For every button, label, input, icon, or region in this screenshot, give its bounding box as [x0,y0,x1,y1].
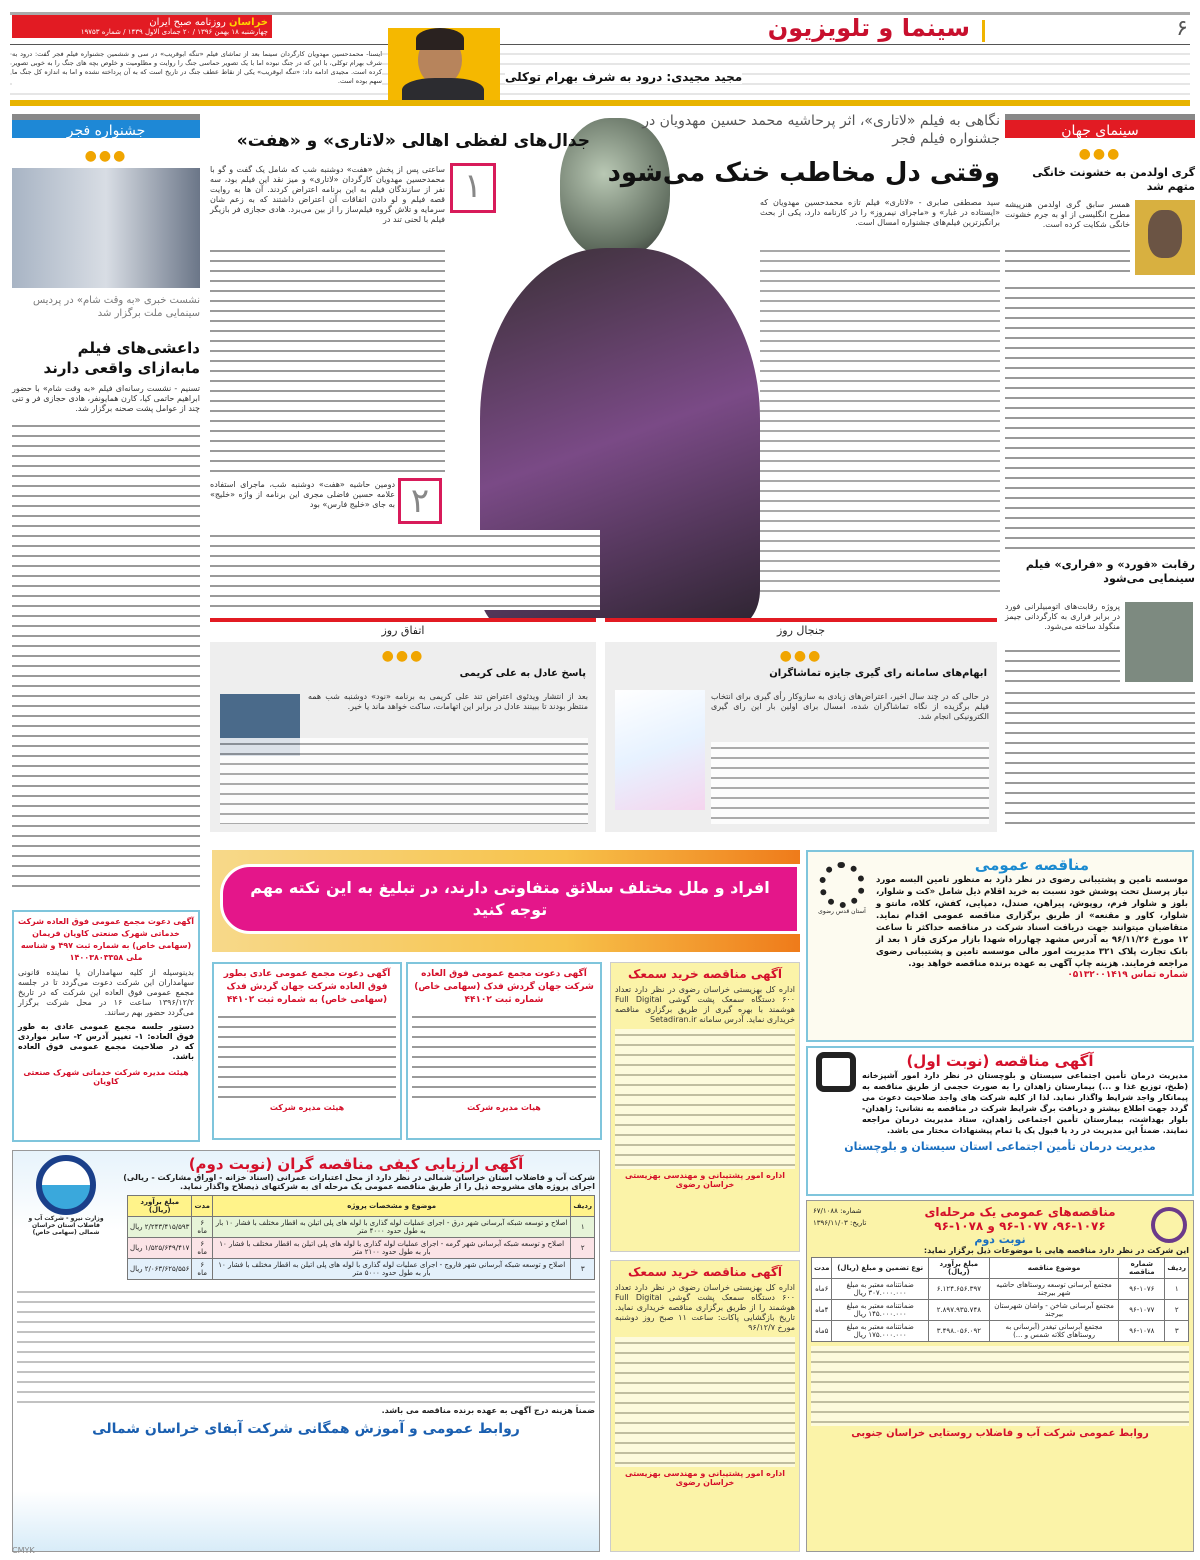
ad-hearing-aid-2 [610,1260,800,1552]
ad-sign: روابط عمومی و آموزش همگانی شرکت آبفای خراسان شمالی [92,1421,520,1437]
ad-title: آگهی دعوت مجمع عمومی عادی بطور فوق العاده شرکت جهان گردش فدک (سهامی خاص) به شماره ثبت ۴۴۱۰۲ [223,969,391,1005]
strip-rule [10,100,1190,106]
debate-text-1: ساعتی پس از پخش «هفت» دوشنبه شب که شامل یک گفت و گو با محمدحسین مهدویان کارگردان «لاتاری» و میز نقد این فیلم بود، سه نفر از سازندگان فیلم به این برنامه اعتراض کردند. آن ها به روایت قصه فیلم و لو دادن اتفاقات آن اعتراض داشتند که به زعم شان سرمایه و تلاش گروه فیلم‌ساز را از بین می‌برد. هادی حجازی فر بازیگر فیلم با لحنی تند در [210,165,445,224]
ad-text: اداره کل بهزیستی خراسان رضوی در نظر دارد تعداد ۶۰۰ دستگاه سمعک پشت گوشی Full Digital هوشمند با بهره گیری از طریق برگزاری مناقصه خریداری نماید. آدرس سامانه Setadiran.ir [615,985,795,1024]
table-cell: ۵ماه [812,1321,832,1342]
masthead-tagline: روزنامه صبح ایران [149,17,226,28]
table-cell: ۱ [571,1217,595,1238]
table-row [812,1300,1189,1321]
dots-icon: ●●● [779,648,823,664]
ad-body [17,1286,595,1406]
number-box-1: ۱ [450,163,496,213]
fajr-lead: تسنیم - نشست رسانه‌ای فیلم «به وقت شام» با حضور ابراهیم حاتمی کیا، کارن همایونفر، هادی حجازی فر و تنی چند از عوامل پشت صحنه برگزار شد. [12,384,200,413]
story1-lead: همسر سابق گری اولدمن هنرپیشه مطرح انگلیسی از او به جرم خشونت خانگی شکایت کرده است. [1005,200,1130,229]
debate-body-2 [210,530,600,610]
incident-body [220,738,588,824]
ad-text: موسسه تامین و پشتیبانی رضوی در نظر دارد به منظور تامین البسه مورد نیاز پرسنل تحت پوشش خود نسبت به خرید اقلام ذیل شامل «کت و شلوار، بلوز و شلوار فرم، روپوش، پیراهن، صندل، دمپایی، کفش، کلاه، مانتو و شلوار، کاور و مقنعه» از طریق برگزاری مناقصه عمومی اقدام نماید. متقاضیان میتوانند جهت دریافت اسناد شرکت در مناقصه حداکثر تا ساعت ۱۲ مورخ ۹۶/۱۱/۲۶ به آدرس مشهد چهارراه شهدا بازار مرکزی فاز ۱ بعد از بانک تجارت پلاک ۳۲۱ مدیریت امور مالی موسسه تامین و پشتیبانی رضوی مراجعه فرمایند. هزینه چاپ آگهی به عهده برنده مناقصه خواهد بود. [876,875,1189,969]
section-divider [982,20,985,42]
incident-headline: پاسخ عادل به علی کریمی [459,668,586,679]
story1-body-cont [1005,282,1195,552]
ad-agenda: دستور جلسه مجمع عمومی عادی به طور فوق العاده: ۱- تغییر آدرس ۲- سایر مواردی که در صلاحیت مجمع عمومی فوق العاده باشد. [18,1022,194,1061]
table-header: مدت [812,1258,832,1279]
table-cell: مجتمع آبرسانی توسعه روستاهای حاشیه شهر بیرجند [989,1279,1118,1300]
quote-text: ایسنا- محمدحسین مهدویان کارگردان سینما بعد از تماشای فیلم «تنگه ابوقریب» در سی و ششمین جشنواره فیلم فجر گفت: درود به شرف بهرام توکلی، با این که در جنگ نبوده اما با یک تصویر حماسی جنگ را روایت و مظلومیت و خلوص بچه های جنگ را به خوبی تصویر کرده است. مجیدی ادامه داد: «تنگه ابوقریب» یکی از نقاط عطف جنگ در تاریخ است که به آن پرداخته نشده و اما به اندازه کل جنگ ما سهم بوده است. [12,50,382,85]
ad-tamin-tender [806,1046,1194,1196]
fajr-poster [615,690,705,810]
table-row [128,1238,595,1259]
ad-sign: هیئت مدیره شرکت [269,1103,345,1112]
red-bar [210,618,596,622]
table-header: ردیف [1165,1258,1189,1279]
ford-ferrari-photo [1125,602,1193,682]
logo-caption: آستان قدس رضوی [818,908,866,915]
ad-contact: شماره تماس ۰۵۱۳۲۰۰۱۴۱۹ [1067,970,1188,980]
ad-text: بدینوسیله از کلیه سهامداران یا نماینده قانونی سهامداران این شرکت دعوت می‌گردد تا در جلسه مجمع عمومی فوق العاده این شرکت که در تاریخ ۱۳۹۶/۱۲/۲ ساعت ۱۶ در محل شرکت برگزار می‌گردد حضور بهم رسانند. [18,968,195,1017]
table-cell: ۳ [1165,1321,1189,1342]
ad-title: آگهی دعوت مجمع عمومی فوق العاده شرکت جهان گردش فدک (سهامی خاص) شماره ثبت ۴۴۱۰۲ [414,969,594,1005]
table-cell: ۳ [571,1259,595,1280]
debate-body-1 [210,245,445,475]
ad-sign: مدیریت درمان تأمین اجتماعی استان سیستان و بلوچستان [844,1140,1156,1153]
table-cell: ۲/۰۶۳/۶۲۵/۵۵۶ ریال [128,1259,192,1280]
ad-sign: اداره امور پشتیبانی و مهندسی بهزیستی خراسان رضوی [624,1469,786,1487]
debate-headline: جدال‌های لفظی اهالی «لاتاری» و «هفت» [236,131,590,151]
cmyk-mark: CMYK [12,1546,35,1555]
page-number: ۶ [1176,16,1188,41]
table-cell: ۱/۵۲۵/۶۴۹/۴۱۷ ریال [128,1238,192,1259]
main-kicker: نگاهی به فیلم «لاتاری»، اثر پرحاشیه محمد حسین مهدویان در جشنواره فیلم فجر [642,113,1000,147]
section-world-cinema: سینمای جهان [1005,114,1195,138]
table-cell: ضمانتنامه معتبر به مبلغ ۳۰۷.۰۰۰.۰۰۰ ریال [832,1279,928,1300]
masthead-brand: خراسان [229,17,268,28]
table-cell: مجتمع آبرسانی تیغدر (آبرسانی به روستاهای کلاته شمس و ...) [989,1321,1118,1342]
table-row [128,1259,595,1280]
ad-intro: این شرکت در نظر دارد مناقصه هایی با موضوعات ذیل برگزار نماید: [923,1246,1189,1255]
incident-label: اتفاق روز [381,624,425,637]
fajr-headline: داعشی‌های فیلم مابه‌ازای واقعی دارند [43,339,200,377]
table-header: نوع تضمین و مبلغ (ریال) [832,1258,928,1279]
ad-title: آگهی دعوت مجمع عمومی فوق العاده شرکت خدماتی شهرک صنعتی کاویان فریمان (سهامی خاص) به شماره ثبت ۴۹۷ و شناسه ملی ۱۴۰۰۳۸۰۳۳۵۸ [17,917,194,962]
banner-text: افراد و ملل مختلف سلائق متفاوتی دارند، در تبلیغ به این نکته مهم توجه کنید [250,878,770,919]
ad-sign: اداره امور پشتیبانی و مهندسی بهزیستی خراسان رضوی [624,1171,786,1189]
story2-lead: پروژه رقابت‌های اتومبیلرانی فورد در برابر فراری به کارگردانی جیمز منگولد ساخته می‌شود. [1005,602,1120,631]
story2-body [1005,645,1120,685]
table-header: موضوع و مشخصات پروژه [212,1196,570,1217]
table-header: مبلغ برآورد (ریال) [128,1196,192,1217]
water-ministry-logo [21,1155,111,1236]
controversy-lead: در حالی که در چند سال اخیر، اعتراض‌های زیادی به سازوکار رأی گیری برای انتخاب فیلم برگزیده از نگاه تماشاگران شده، امسال برای اولین بار این رای گیری الکترونیکی انجام شد. [711,692,989,721]
ad-sign: روابط عمومی شرکت آب و فاضلاب روستایی خراسان جنوبی [851,1428,1149,1439]
ad-title: آگهی مناقصه خرید سمعک [628,1265,782,1279]
dots-icon: ●●● [84,148,128,164]
table-cell: ۳.۴۹۸.۰۵۶.۰۹۲ [928,1321,989,1342]
table-cell: ۶ ماه [192,1259,213,1280]
ad-banner[interactable] [212,850,800,952]
tamin-logo [816,1052,856,1092]
story1-headline: گری اولدمن به خشونت خانگی متهم شد [1032,166,1195,193]
dots-icon: ●●● [1078,146,1122,162]
incident-lead: بعد از انتشار ویدئوی اعتراض تند علی کریمی به برنامه «نود» دوشنبه شب همه منتظر بودند تا ببینند عادل در برابر این اتهامات، ساکت خواهد ماند یا خیر. [308,692,588,711]
main-lead: سید مصطفی صابری - «لاتاری» فیلم تازه محمدحسین مهدویان که «ایستاده در غبار» و «ماجرای نیمروز» را در کارنامه دارد، یکی از بحث برانگیزترین فیلم‌های جشنواره امسال است. [760,198,1000,227]
press-conference-photo [12,168,200,288]
fajr-body [12,420,200,894]
masthead-dateline: چهارشنبه ۱۸ بهمن ۱۳۹۶ / ۲۰ جمادی الاول ۱۴۳۹ / شماره ۱۹۷۵۳ [80,28,268,36]
table-cell: ۶.۱۲۴.۶۵۶.۳۹۷ [928,1279,989,1300]
ad-body [615,1337,795,1467]
ad-notes: ضمناً هزینه درج آگهی به عهده برنده مناقصه می باشد. [381,1406,595,1415]
ad-text: مدیریت درمان تأمین اجتماعی سیستان و بلوچستان در نظر دارد امور آشپزخانه (طبخ، توزیع غذا و ...) بیمارستان زاهدان را به صورت حجمی از طریق مناقصه به پیمانکار واجد شرایط واگذار نماید. لذا از کلیه شرکت های واجد صلاحیت دعوت می گردد جهت اطلاع بیشتر و دریافت برگ شرایط شرکت در مناقصه به نشانی: زاهدان- بلوار بهداشت، بیمارستان تأمین اجتماعی زاهدان، ستاد مدیریت درمان مراجعه نمایند. ضمناً این مدیریت در رد یا قبول یک یا تمام پیشنهادات مختار می باشد. [862,1071,1188,1135]
ad-hearing-aid-1 [610,962,800,1252]
ad-title: آگهی مناقصه خرید سمعک [628,967,782,981]
table-header: شماره مناقصه [1119,1258,1165,1279]
table-cell: ۱ [1165,1279,1189,1300]
quote-title: مجید مجیدی: درود به شرف بهرام توکلی [505,70,743,84]
table-row [128,1217,595,1238]
table-cell: ۲ [571,1238,595,1259]
table-cell: ۶ماه [812,1279,832,1300]
incident-box [210,642,596,832]
majidi-photo [388,28,500,100]
number-box-2: ۲ [398,478,442,524]
table-cell: مجتمع آبرسانی شاخن - واشان شهرستان بیرجند [989,1300,1118,1321]
table-cell: ۲ [1165,1300,1189,1321]
section-fajr: جشنواره فجر [12,114,200,138]
table-cell: ۲.۸۹۷.۹۳۵.۷۴۸ [928,1300,989,1321]
table-cell: ۶ ماه [192,1238,213,1259]
table-cell: ضمانتنامه معتبر به مبلغ ۱۴۵.۰۰۰.۰۰۰ ریال [832,1300,928,1321]
controversy-label: جنجال روز [777,624,825,637]
tender-table [811,1257,1189,1342]
table-cell: ۶ ماه [192,1217,213,1238]
ad-fadak-extraordinary [406,962,602,1140]
ad-body [811,1346,1189,1426]
ad-intro: شرکت آب و فاضلاب استان خراسان شمالی در نظر دارد از محل اعتبارات عمرانی (اسناد خزانه - اوراق مشارکت - ریالی) اجرای پروژه های مشروحه ذیل را از طریق مناقصه عمومی یک مرحله ای به شرکتهای ذیصلاح واگذار نماید. [123,1173,595,1191]
story2-body-cont [1005,687,1195,827]
ad-abfa-south-khorasan [806,1200,1194,1552]
table-cell: ۹۶-۱۰۷۷ [1119,1300,1165,1321]
section-title: سینما و تلویزیون [767,14,970,42]
table-cell: ۹۶-۱۰۷۸ [1119,1321,1165,1342]
ad-kavian [12,910,200,1142]
fajr-kicker: نشست خبری «به وقت شام» در پردیس سینمایی ملت برگزار شد [32,295,200,319]
ad-sign: هیئت مدیره شرکت خدماتی شهرک صنعتی کاویان [23,1068,189,1086]
ad-title: مناقصه عمومی [974,856,1090,874]
ad-body [218,1011,396,1101]
red-bar [605,618,997,622]
table-cell: ضمانتنامه معتبر به مبلغ ۱۷۵.۰۰۰.۰۰۰ ریال [832,1321,928,1342]
logo-caption: وزارت نیرو - شرکت آب و فاضلاب استان خراسان شمالی (سهامی خاص) [28,1215,104,1236]
oldman-photo [1135,200,1195,275]
ad-text: اداره کل بهزیستی خراسان رضوی در نظر دارد تعداد ۶۰۰ دستگاه سمعک پشت گوشی Full Digital هوشمند را از طریق برگزاری مناقصه خریداری نماید. تاریخ بازگشایی پاکات: ساعت ۱۱ صبح روز دوشنبه مورخ ۹۶/۱۲/۷ [615,1283,795,1332]
main-headline: وقتی دل مخاطب خنک می‌شود [607,158,1000,188]
table-cell: ۲/۲۴۳/۴۱۵/۵۹۳ ریال [128,1217,192,1238]
table-header: مدت [192,1196,213,1217]
table-header: ردیف [571,1196,595,1217]
masthead [12,15,272,38]
ad-title: آگهی مناقصه (نوبت اول) [906,1052,1094,1070]
astan-quds-logo [814,862,870,932]
ad-ref: شماره: ۶۷/۱۰۸۸ [813,1207,862,1215]
table-cell: اصلاح و توسعه شبکه آبرسانی شهر فاروج - اجرای عملیات لوله گذاری با لوله های پلی اتیلن به اقطار مختلف با فشار ۱۰ بار به طول حدود ۵۰۰۰ متر [212,1259,570,1280]
controversy-box [605,642,997,832]
table-row [812,1279,1189,1300]
header-bottom-rule [10,44,1190,45]
table-row [812,1321,1189,1342]
ad-round: نوبت دوم [974,1233,1026,1246]
table-header: موضوع مناقصه [989,1258,1118,1279]
ad-body [412,1011,596,1101]
table-cell: اصلاح و توسعه شبکه آبرسانی شهر گرمه - اجرای عملیات لوله گذاری با لوله های پلی اتیلن به اقطار مختلف با فشار ۱۰ بار به طول حدود ۲۱۰۰ متر [212,1238,570,1259]
banner-pill [220,864,800,934]
ad-title: مناقصه‌های عمومی یک مرحله‌ای ۱۰۷۶-۹۶، ۱۰۷۷-۹۶ و ۱۰۷۸-۹۶ [924,1205,1116,1233]
table-cell: ۹۶-۱۰۷۶ [1119,1279,1165,1300]
ad-razavi-tender [806,850,1194,1042]
dots-icon: ●●● [381,648,425,664]
ad-title: آگهی ارزیابی کیفی مناقصه گران (نوبت دوم) [188,1155,524,1173]
ad-date: تاریخ: ۱۳۹۶/۱۱/۰۳ [813,1219,867,1227]
story2-headline: رقابت «فورد» و «فراری» فیلم سینمایی می‌شود [1025,558,1195,585]
ad-body [615,1029,795,1169]
debate-text-2: دومین حاشیه «هفت» دوشنبه شب، ماجرای استفاده علامه حسین فاضلی مجری این برنامه از واژه «خلیج» به جای «خلیج فارس» بود [210,480,395,509]
controversy-headline: ابهام‌های سامانه رای گیری جایزه تماشاگران [769,668,987,679]
main-body [760,245,1000,600]
abfa-logo [1151,1207,1187,1243]
controversy-body [711,742,989,824]
ad-sign: هیات مدیره شرکت [467,1103,541,1112]
story1-body [1005,245,1130,280]
tender-table [127,1195,595,1280]
table-cell: اصلاح و توسعه شبکه آبرسانی شهر درق - اجرای عملیات لوله گذاری با لوله های پلی اتیلن به اقطار مختلف با فشار ۱۰ بار به طول حدود ۴۰۰۰ متر [212,1217,570,1238]
ad-abfa-north-khorasan [12,1150,600,1552]
ad-fadak-ordinary [212,962,402,1140]
table-cell: ۴ماه [812,1300,832,1321]
table-header: مبلغ برآورد (ریال) [928,1258,989,1279]
